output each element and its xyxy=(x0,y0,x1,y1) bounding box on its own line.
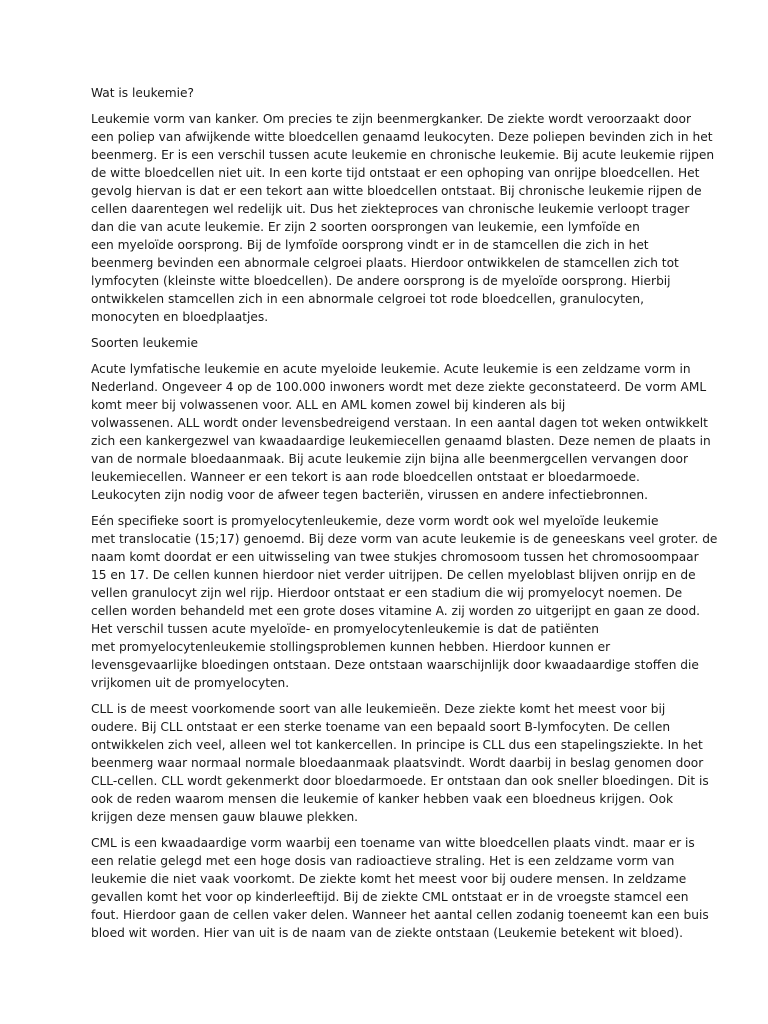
text-line: Leukocyten zijn nodig voor de afweer tegen bacteriën, virussen en andere infectiebronnen. xyxy=(91,488,649,502)
text-line: CML is een kwaadaardige vorm waarbij een toename van witte bloedcellen plaats vindt. maar er is xyxy=(91,836,695,850)
text-line: beenmerg waar normaal normale bloedaanmaak plaatsvindt. Wordt daarbij in beslag genomen door xyxy=(91,756,704,770)
text-line: van de normale bloedaanmaak. Bij acute leukemie zijn bijna alle beenmergcellen vervangen door xyxy=(91,452,688,466)
text-line: beenmerg. Er is een verschil tussen acute leukemie en chronische leukemie. Bij acute leukemie rijpen xyxy=(91,148,715,162)
text-line: ook de reden waarom mensen die leukemie of kanker hebben vaak een bloedneus krijgen. Ook xyxy=(91,792,674,806)
text-line: gevallen komt het voor op kinderleeftijd. Bij de ziekte CML ontstaat er in de vroegste stamcel een xyxy=(91,890,689,904)
paragraph-promyelocyten xyxy=(91,512,718,692)
text-line: Het verschil tussen acute myeloïde- en promyelocytenleukemie is dat de patiënten xyxy=(91,622,600,636)
text-line: Nederland. Ongeveer 4 op de 100.000 inwoners wordt met deze ziekte geconstateerd. De vorm AML xyxy=(91,380,707,394)
text-line: krijgen deze mensen gauw blauwe plekken. xyxy=(91,810,359,824)
text-line: CLL is de meest voorkomende soort van alle leukemieën. Deze ziekte komt het meest voor bij xyxy=(91,702,666,716)
text-line: bloed wit worden. Hier van uit is de naam van de ziekte ontstaan (Leukemie betekent wit bloed). xyxy=(91,926,683,940)
paragraph-cml xyxy=(91,834,709,942)
text-line: een myeloïde oorsprong. Bij de lymfoïde oorsprong vindt er in de stamcellen die zich in het xyxy=(91,238,649,252)
text-line: een relatie gelegd met een hoge dosis van radioactieve straling. Het is een zeldzame vorm van xyxy=(91,854,675,868)
text-line: oudere. Bij CLL ontstaat er een sterke toename van een bepaald soort B-lymfocyten. De cellen xyxy=(91,720,671,734)
text-line: cellen worden behandeld met een grote doses vitamine A. zij worden zo uitgerijpt en gaan ze dood. xyxy=(91,604,701,618)
text-line: dan die van acute leukemie. Er zijn 2 soorten oorsprongen van leukemie, een lymfoïde en xyxy=(91,220,640,234)
text-line: gevolg hiervan is dat er een tekort aan witte bloedcellen ontstaat. Bij chronische leukemie rijpen de xyxy=(91,184,702,198)
text-line: lymfocyten (kleinste witte bloedcellen). De andere oorsprong is de myeloïde oorsprong. Hierbij xyxy=(91,274,671,288)
text-line: naam komt doordat er een uitwisseling van twee stukjes chromosoom tussen het chromosoompaar xyxy=(91,550,699,564)
text-line: fout. Hierdoor gaan de cellen vaker delen. Wanneer het aantal cellen zodanig toeneemt kan een buis xyxy=(91,908,709,922)
text-line: beenmerg bevinden een abnormale celgroei plaats. Hierdoor ontwikkelen de stamcellen zich tot xyxy=(91,256,679,270)
text-line: komt meer bij volwassenen voor. ALL en AML komen zowel bij kinderen als bij xyxy=(91,398,566,412)
text-line: zich een kankergezwel van kwaadaardige leukemiecellen genaamd blasten. Deze nemen de plaats in xyxy=(91,434,711,448)
paragraph-acute xyxy=(91,360,711,504)
text-line: CLL-cellen. CLL wordt gekenmerkt door bloedarmoede. Er ontstaan dan ook sneller bloedingen. Dit is xyxy=(91,774,709,788)
text-line: Eén specifieke soort is promyelocytenleukemie, deze vorm wordt ook wel myeloïde leukemie xyxy=(91,514,659,528)
text-line: vrijkomen uit de promyelocyten. xyxy=(91,676,290,690)
document-title: Wat is leukemie? xyxy=(91,86,194,100)
text-line: Acute lymfatische leukemie en acute myeloide leukemie. Acute leukemie is een zeldzame vorm in xyxy=(91,362,691,376)
text-line: Leukemie vorm van kanker. Om precies te zijn beenmergkanker. De ziekte wordt veroorzaakt door xyxy=(91,112,691,126)
text-line: ontwikkelen stamcellen zich in een abnormale celgroei tot rode bloedcellen, granulocyten, xyxy=(91,292,644,306)
text-line: levensgevaarlijke bloedingen ontstaan. Deze ontstaan waarschijnlijk door kwaadaardige stoffen die xyxy=(91,658,699,672)
text-line: een poliep van afwijkende witte bloedcellen genaamd leukocyten. Deze poliepen bevinden zich in het xyxy=(91,130,713,144)
paragraph-intro xyxy=(91,110,715,326)
text-line: met translocatie (15;17) genoemd. Bij deze vorm van acute leukemie is de geneeskans veel groter. de xyxy=(91,532,718,546)
text-line: met promyelocytenleukemie stollingsproblemen kunnen hebben. Hierdoor kunnen er xyxy=(91,640,611,654)
text-line: de witte bloedcellen niet uit. In een korte tijd ontstaat er een ophoping van onrijpe bloedcellen. Het xyxy=(91,166,700,180)
text-line: leukemie die niet vaak voorkomt. De ziekte komt het meest voor bij oudere mensen. In zeldzame xyxy=(91,872,687,886)
section-heading: Soorten leukemie xyxy=(91,336,199,350)
document-page xyxy=(91,84,718,950)
text-line: volwassenen. ALL wordt onder levensbedreigend verstaan. In een aantal dagen tot weken ontwikkelt xyxy=(91,416,708,430)
text-line: cellen daarentegen wel redelijk uit. Dus het ziekteproces van chronische leukemie verloopt trager xyxy=(91,202,690,216)
text-line: monocyten en bloedplaatjes. xyxy=(91,310,269,324)
text-line: ontwikkelen zich veel, alleen wel tot kankercellen. In principe is CLL dus een stapelingsziekte. In het xyxy=(91,738,703,752)
text-line: 15 en 17. De cellen kunnen hierdoor niet verder uitrijpen. De cellen myeloblast blijven onrijp en de xyxy=(91,568,696,582)
paragraph-cll xyxy=(91,700,709,826)
text-line: vellen granulocyt zijn wel rijp. Hierdoor ontstaat er een stadium die wij promyelocyt noemen. De xyxy=(91,586,683,600)
text-line: leukemiecellen. Wanneer er een tekort is aan rode bloedcellen ontstaat er bloedarmoede. xyxy=(91,470,640,484)
